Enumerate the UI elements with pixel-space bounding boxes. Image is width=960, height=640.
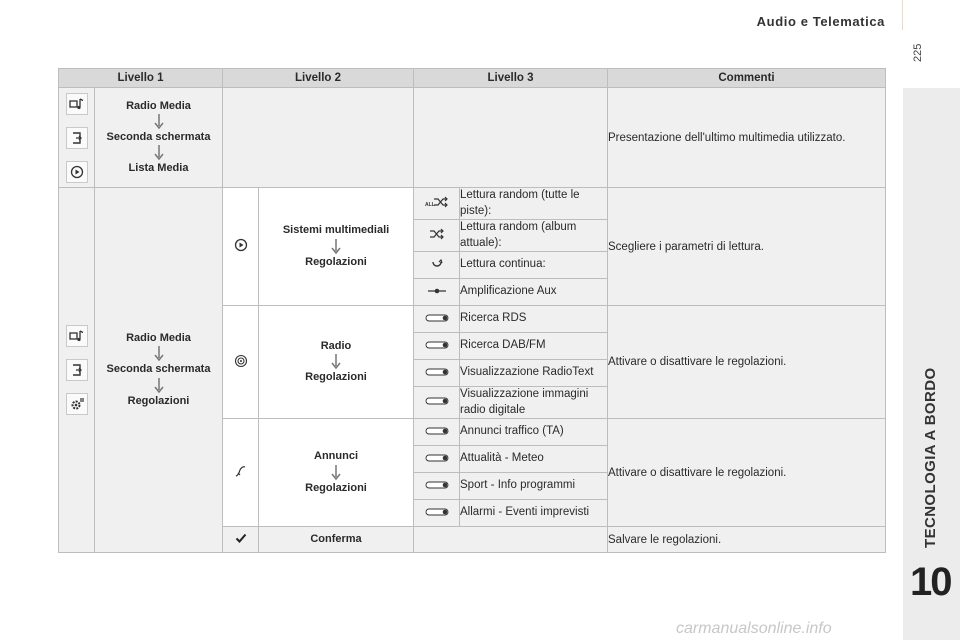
watermark: carmanualsonline.info <box>676 620 832 637</box>
option-repeat: Lettura continua: <box>460 252 608 279</box>
option-traffic-announcements: Annunci traffico (TA) <box>460 419 608 446</box>
menu-settings: Regolazioni <box>127 394 190 407</box>
option-radiotext: Visualizzazione RadioText <box>460 360 608 387</box>
column-header-level3: Livello 3 <box>414 69 608 88</box>
announcements-icon <box>223 419 259 527</box>
svg-text:ALL: ALL <box>424 202 435 209</box>
sub3-level2-menu <box>259 419 414 527</box>
menu-settings: Regolazioni <box>305 255 367 268</box>
menu-second-screen: Seconda schermata <box>106 363 211 376</box>
toggle-icon <box>414 419 460 446</box>
group2-level1-menu <box>95 188 223 553</box>
sub2-comment: Attivare o disattivare le regolazioni. <box>608 306 886 419</box>
arrow-down-icon <box>154 378 164 394</box>
media-play-icon <box>66 161 88 183</box>
second-screen-icon <box>66 127 88 149</box>
column-header-level1: Livello 1 <box>59 69 223 88</box>
second-screen-icon <box>66 359 88 381</box>
arrow-down-icon <box>154 346 164 362</box>
aux-gain-icon <box>414 279 460 306</box>
shuffle-icon <box>414 220 460 252</box>
menu-second-screen: Seconda schermata <box>106 130 211 143</box>
repeat-icon <box>414 252 460 279</box>
menu-multimedia-systems: Sistemi multimediali <box>282 224 390 237</box>
checkmark-icon <box>223 527 259 553</box>
sub1-level2-menu <box>259 188 414 306</box>
chapter-side-tab <box>903 88 960 640</box>
option-digital-radio-images: Visualizzazione immagini radio digitale <box>460 387 608 419</box>
option-shuffle-all: Lettura random (tutte le piste): <box>460 188 608 220</box>
toggle-icon <box>414 306 460 333</box>
column-header-comments: Commenti <box>608 69 886 88</box>
settings-menu-table <box>58 68 886 553</box>
arrow-down-icon <box>154 114 164 130</box>
arrow-down-icon <box>331 465 341 481</box>
option-dab-fm-search: Ricerca DAB/FM <box>460 333 608 360</box>
menu-radio-media: Radio Media <box>126 99 191 112</box>
group1-comment: Presentazione dell'ultimo multimedia utilizzato. <box>608 88 886 188</box>
menu-settings: Regolazioni <box>305 481 367 494</box>
confirm-level3-empty <box>414 527 608 553</box>
option-sport-info: Sport - Info programmi <box>460 473 608 500</box>
arrow-down-icon <box>154 145 164 161</box>
menu-media-list: Lista Media <box>128 162 189 175</box>
toggle-icon <box>414 333 460 360</box>
multimedia-icon <box>223 188 259 306</box>
option-shuffle-album: Lettura random (album attuale): <box>460 220 608 252</box>
group1-icons <box>59 88 95 188</box>
toggle-icon <box>414 473 460 500</box>
chapter-number: 10 <box>910 560 951 604</box>
group1-level2-empty <box>223 88 414 188</box>
media-note-icon <box>66 325 88 347</box>
page-number: 225 <box>912 43 924 62</box>
confirm-label: Conferma <box>259 527 414 553</box>
group2-icons <box>59 188 95 553</box>
toggle-icon <box>414 360 460 387</box>
confirm-comment: Salvare le regolazioni. <box>608 527 886 553</box>
menu-settings: Regolazioni <box>305 371 367 384</box>
option-aux-gain: Amplificazione Aux <box>460 279 608 306</box>
option-rds-search: Ricerca RDS <box>460 306 608 333</box>
sub2-level2-menu <box>259 306 414 419</box>
radio-icon <box>223 306 259 419</box>
option-alarms-events: Allarmi - Eventi imprevisti <box>460 500 608 527</box>
page-header-title: Audio e Telematica <box>756 14 885 29</box>
media-note-icon <box>66 93 88 115</box>
arrow-down-icon <box>331 354 341 370</box>
group1-level3-empty <box>414 88 608 188</box>
toggle-icon <box>414 446 460 473</box>
chapter-section-label: TECNOLOGIA A BORDO <box>922 367 939 548</box>
toggle-icon <box>414 387 460 419</box>
arrow-down-icon <box>331 239 341 255</box>
sub3-comment: Attivare o disattivare le regolazioni. <box>608 419 886 527</box>
sub1-comment: Scegliere i parametri di lettura. <box>608 188 886 306</box>
settings-gear-icon <box>66 393 88 415</box>
menu-radio-media: Radio Media <box>126 332 191 345</box>
shuffle-all-icon <box>414 188 460 220</box>
column-header-level2: Livello 2 <box>223 69 414 88</box>
header-divider <box>902 0 903 30</box>
toggle-icon <box>414 500 460 527</box>
menu-radio: Radio <box>320 339 352 352</box>
option-news-weather: Attualità - Meteo <box>460 446 608 473</box>
menu-announcements: Annunci <box>314 450 358 463</box>
group1-level1-menu <box>95 88 223 188</box>
